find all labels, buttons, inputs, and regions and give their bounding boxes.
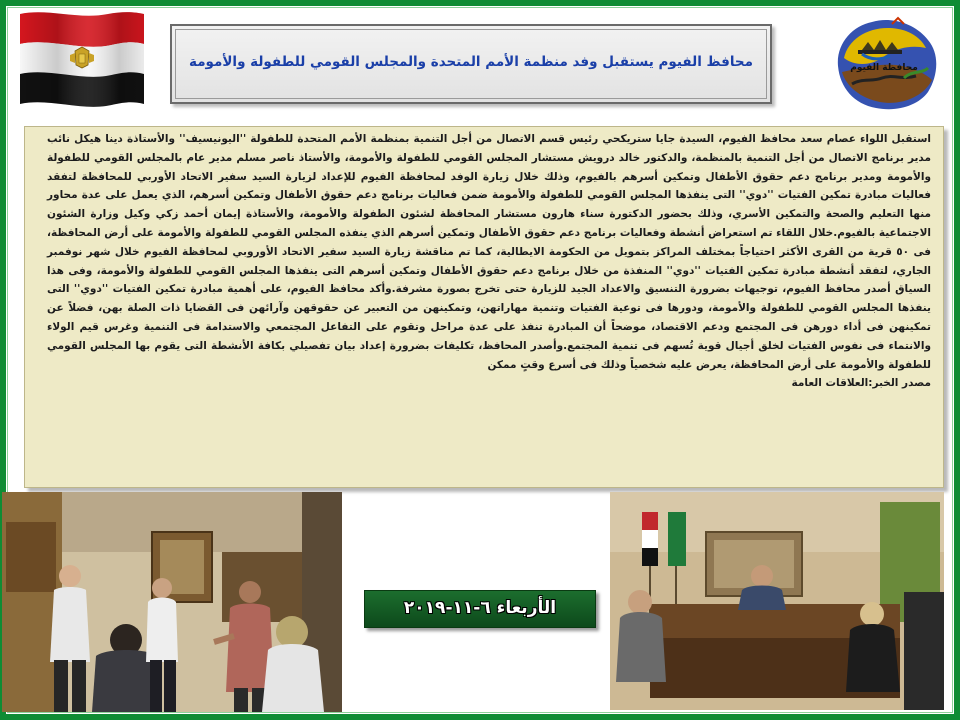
photo-handshake-meeting xyxy=(2,492,342,712)
article-panel xyxy=(24,126,944,488)
date-text: الأربعاء ٦-١١-٢٠١٩ xyxy=(403,598,557,618)
svg-text:محافظة الفيوم: محافظة الفيوم xyxy=(850,63,918,73)
page-title: محافظ الفيوم يستقبل وفد منظمة الأمم المتحدة والمجلس القومي للطفولة والأمومة xyxy=(189,54,753,70)
article-source: مصدر الخبر:العلاقات العامة xyxy=(791,377,931,390)
fayoum-governorate-logo xyxy=(832,14,944,114)
date-banner xyxy=(364,590,596,628)
egypt-flag-icon xyxy=(18,8,146,108)
photo-office-meeting xyxy=(610,492,944,710)
headline-box xyxy=(170,24,772,104)
article-body xyxy=(47,130,931,393)
article-paragraph: استقبل اللواء عصام سعد محافظ الفيوم، السيدة جايا ستريكحي رئيس قسم الاتصال من أجل التنمية بمنظمة الأمم المتحدة للطفولة ''اليونيسيف'' والأستاذة دينا هيكل نائب مدير برنامج الاتصال من أجل التنمية بالمنظمة، والدكتور خالد درويش مستشار المجلس القومي للطفولة والأمومة، والأستاذ ناصر مسلم مدير عام بالمجلس القومي للطفولة والأمومة ومدير برنامج دعم حقوق الأطفال وتمكين أسرهم بالفيوم، وذلك خلال زيارة الوفد لمحافظة الفيوم للإعداد لزيارة السيد سفير الاتحاد الأوربي للمحافظة لتفقد فعاليات مبادرة تمكين الفتيات ''دوي'' التى ينفذها المجلس القومي للطفولة والأمومة ضمن فعاليات برنامج دعم حقوق الأطفال وتمكين أسرهم، الذي يعمل على عدة محاور منها التعليم والصحة والتمكين الأسري، وذلك بحضور الدكتورة سناء هارون مستشار المحافظة لشئون الطفولة والأمومة، والأستاذة إيمان أحمد زكي وكيل وزارة الشئون الاجتماعية بالفيوم.خلال اللقاء تم استعراض أنشطة وفعاليات برنامج دعم حقوق الأطفال وتمكين أسرهم الذي ينفذه المجلس القومي للطفولة والأمومة على أرض المحافظة، فى ٥٠ قرية من القرى الأكثر احتياجاً بمختلف المراكز بتمويل من الحكومة الايطالية، كما تم مناقشة زيارة السيد سفير الاتحاد الأوروبي لمحافظة الفيوم خلال شهر نوفمبر الجاري، لتفقد أنشطة مبادرة تمكين الفتيات ''دوي'' المنفذة من خلال برنامج دعم حقوق الأطفال وتمكين أسرهم التى ينفذها المجلس القومي للطفولة والأمومة، وفى هذا السياق أصدر محافظ الفيوم، توجيهات بضرورة التنسيق والاعداد الجيد للزيارة حتى تخرج بصورة مشرفة.وأكد محافظ الفيوم، على أهمية مبادرة تمكين الفتيات ''دوي'' التى ينفذها المجلس القومي للطفولة والأمومة، ودورها فى توعية الفتيات وتنمية مهاراتهن، وتمكينهن من التعبير عن حقوقهن وآرائهن فى القضايا ذات الصلة بهن، فضلاً عن تمكينهن فى أداء دورهن فى المجتمع ودعم الاقتصاد، موضحاً أن المبادرة تنفذ على عدة مراحل وتقوم على التفاعل المجتمعي والاستدامة فى التنمية وغرس قيم الولاء والانتماء فى نفوس الفتيات لخلق أجيال قوية تُسهم فى تنمية المجتمع.وأصدر المحافظ، تكليفات بضرورة إعداد بيان تفصيلي بكافة الأنشطة التى يقوم بها المجلس القومي للطفولة والأمومة على أرض المحافظة، يعرض عليه شخصياً وذلك فى أسرع وقتٍ ممكن xyxy=(47,133,931,371)
